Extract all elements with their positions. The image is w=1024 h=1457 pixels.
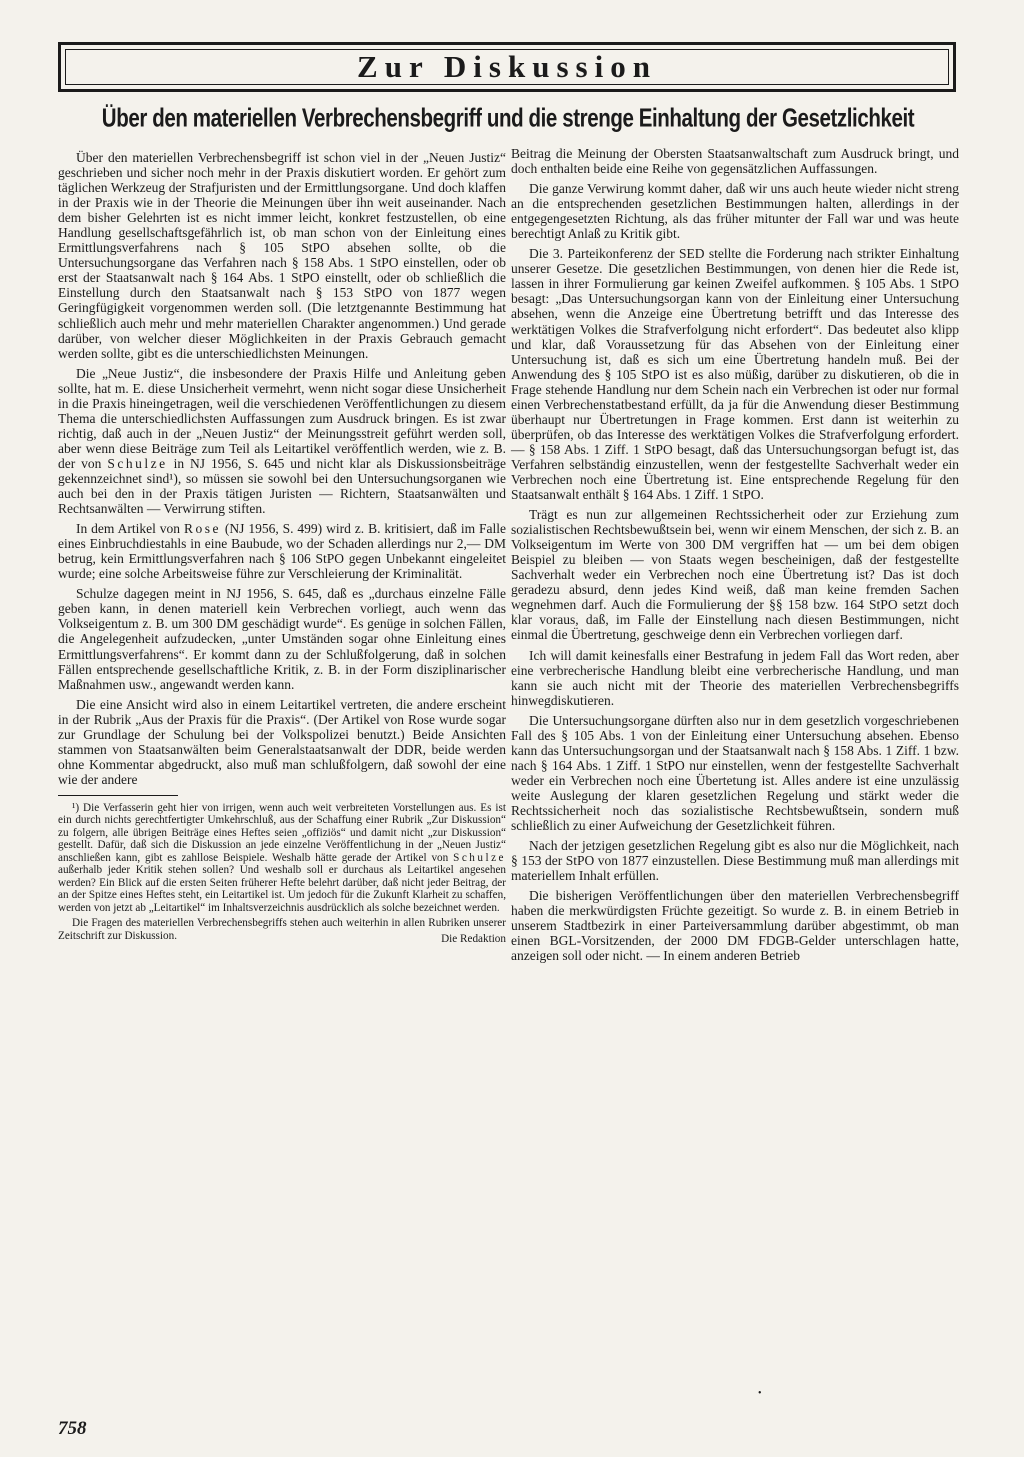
footnote-divider <box>58 795 178 796</box>
footnote-2: Die Fragen des materiellen Verbrechensbegriffs stehen auch weiterhin in allen Rubriken unserer Zeitschrift zur Diskussion. <box>58 917 506 942</box>
author-name-schulze: Schulze <box>107 455 168 471</box>
left-paragraph-4: Schulze dagegen meint in NJ 1956, S. 645, daß es „durchaus einzelne Fälle geben kann, in denen materiell kein Verbrechen vorliegt, auch wenn das Volkseigentum z. B. um 300 DM geschädigt wurde“. Es genüge in solchen Fällen, die Angelegenheit aufzudecken, „unter Umständen sogar ohne Einleitung eines Ermittlungsverfahrens“. Er kommt dann zu der Schlußfolgerung, daß in solchen Fällen entsprechende gesellschaftliche Kritik, z. B. in der Form disziplinarischer Maßnahmen usw., angewandt werden kann. <box>58 586 506 692</box>
author-name-rose: Rose <box>183 521 221 537</box>
editorial-signature: Die Redaktion <box>441 933 506 946</box>
left-paragraph-5: Die eine Ansicht wird also in einem Leitartikel vertreten, die andere erscheint in der Rubrik „Aus der Praxis für die Praxis“. (Der Artikel von Rose wurde sogar zur Grundlage der Schulung bei der Volkspolizei benutzt.) Beide Ansichten stammen von Staatsanwälten beim Generalstaatsanwalt der DDR, beide werden ohne Kommentar abgedruckt, also muß man schlußfolgern, daß sowohl der eine wie der andere <box>58 696 506 787</box>
left-paragraph-3 <box>58 521 506 581</box>
left-paragraph-3-text-b: (NJ 1956, S. 499) wird z. B. kritisiert, daß im Falle eines Einbruchdiestahls in eine Baubude, wo der Schaden allerdings nur 2,— DM betrug, kein Ermittlungsverfahren nach § 106 StPO gegen Unbekannt eingeleitet wurde; eine solche Arbeitsweise führe zur Verschleierung der Kriminalität. <box>58 521 507 582</box>
left-paragraph-2-text-a: Die „Neue Justiz“, die insbesondere der Praxis Hilfe und Anleitung geben sollte, hat m. E. diese Unsicherheit vermehrt, wenn nicht sogar diese Unsicherheit in die Praxis hineingetragen, weil die verschiedenen Veröffentlichungen zu diesem Thema die unterschiedlichsten Auffassungen zum Ausdruck bringen. Es ist zwar richtig, daß auch in der „Neuen Justiz“ der Meinungsstreit geführt werden soll, aber wenn diese Beiträge zum Teil als Leitartikel veröffentlich werden, wie z. B. der von <box>58 365 506 471</box>
right-paragraph-6: Die Untersuchungsorgane dürften also nur in dem gesetzlich vorgeschriebenen Fall des § 105 Abs. 1 von der Einleitung einer Untersuchung absehen. Ebenso kann das Untersuchungsorgan und der Staatsanwalt nach § 158 Abs. 1 Ziff. 1 bzw. nach § 164 Abs. 1 Ziff. 1 StPO nur einstellen, wenn der festgestellte Sachverhalt weder ein Verbrechen noch eine Übertetung ist. Alles andere ist eine unzulässig weite Auslegung der klaren gesetzlichen Regelung und stärkt weder die Rechtssicherheit noch das sozialistische Rechtsbewußtsein, sondern muß schließlich zu einer Aufweichung der Gesetzlichkeit führen. <box>511 712 959 834</box>
right-paragraph-7: Nach der jetzigen gesetzlichen Regelung gibt es also nur die Möglichkeit, nach § 153 der StPO von 1877 einzustellen. Diese Bestimmung muß man allerdings mit materiellem Inhalt erfüllen. <box>511 838 959 884</box>
footnote-block <box>58 802 506 946</box>
right-paragraph-4: Trägt es nun zur allgemeinen Rechtssicherheit oder zur Erziehung zum sozialistischen Rechtsbewußtsein bei, wenn wir einem Menschen, der sich z. B. an Volkseigentum im Werte von 300 DM vergriffen hat — um bei dem obigen Beispiel zu bleiben — von Staats wegen bescheinigen, daß der festgestellte Sachverhalt weder ein Verbrechen noch eine Übertretung ist? Das ist doch geradezu absurd, denn jedes Kind weiß, daß man keine fremden Sachen wegnehmen darf. Auch die Formulierung der §§ 158 bzw. 164 StPO setzt doch klar voraus, daß, im Falle der Einstellung nach diesen Bestimmungen, nicht einmal die Übertretung, geschweige denn ein Verbrechen vorliegen darf. <box>511 507 959 643</box>
footnote-1-text-a: ¹) Die Verfasserin geht hier von irrigen, wenn auch weit verbreiteten Vorstellungen aus. Es ist ein durch nichts gerechtfertigter Umkehrschluß, aus der Schaffung einer Rubrik „Zur Diskussion“ zu folgern, alle übrigen Beiträge eines Heftes seien „offiziös“ und damit nicht „zur Diskussion“ gestellt. Dafür, daß sich die Diskussion an jede einzelne Veröffentlichung in der „Neuen Justiz“ anschließen kann, gibt es zahllose Beispiele. Weshalb hätte gerade der Artikel von <box>58 801 506 864</box>
left-paragraph-2-text-b: in NJ 1956, S. 645 und nicht klar als Diskussionsbeiträge gekennzeichnet sind¹), so müssen sie sowohl bei den Untersuchungsorganen wie auch bei den in der Praxis tätigen Juristen — Richtern, Staatsanwälten und Rechtsanwälten — Verwirrung stiften. <box>58 455 507 517</box>
right-paragraph-8: Die bisherigen Veröffentlichungen über den materiellen Verbrechensbegriff haben die merkwürdigsten Früchte gezeitigt. So wurde z. B. in einem Betrieb in unserem Stadtbezirk in einer Parteiversammlung darüber abgestimmt, ob man einen BGL-Vorsitzenden, der 2000 DM FDGB-Gelder unterschlagen hatte, anzeigen soll oder nicht. — In einem anderen Betrieb <box>511 888 959 964</box>
left-paragraph-3-text-a: In dem Artikel von <box>76 521 181 537</box>
right-column <box>511 146 959 968</box>
page-number: 758 <box>58 1418 87 1439</box>
section-banner-inner <box>65 49 949 85</box>
left-paragraph-2 <box>58 366 506 516</box>
print-speck: • <box>758 1388 762 1399</box>
footnote-1 <box>58 802 506 915</box>
section-banner <box>58 42 956 92</box>
right-paragraph-1: Beitrag die Meinung der Obersten Staatsanwaltschaft zum Ausdruck bringt, und doch enthalten beide eine Reihe von gegensätzlichen Auffassungen. <box>511 146 959 177</box>
footnote-1-text-b: außerhalb jeder Kritik stehen sollen? Und weshalb soll er durchaus als Leitartikel angesehen werden? Ein Blick auf die ersten Seiten früherer Hefte belehrt darüber, daß nicht jeder Beitrag, der an der Spitze eines Heftes steht, ein Leitartikel ist. Um jedoch für die Zukunft Klarheit zu schaffen, werden von jetzt ab „Leitartikel“ im Inhaltsverzeichnis ausdrücklich als solche bezeichnet werden. <box>58 864 506 914</box>
right-paragraph-2: Die ganze Verwirung kommt daher, daß wir uns auch heute wieder nicht streng an die entsprechenden gesetzlichen Bestimmungen halten, allerdings in der entgegengesetzten Richtung, als das früher mitunter der Fall war und was heute berechtigt Anlaß zu Kritik gibt. <box>511 181 959 242</box>
right-paragraph-5: Ich will damit keinesfalls einer Bestrafung in jedem Fall das Wort reden, aber eine verbrecherische Handlung bleibt eine verbrecherische Handlung, und man kann sie auch nicht mit der Theorie des materiellen Verbrechensbegriffs hinwegdiskutieren. <box>511 647 959 708</box>
footnote-name-schulze: Schulze <box>453 851 507 864</box>
article-headline: Über den materiellen Verbrechensbegriff und die strenge Einhaltung der Gesetzlichkeit <box>101 104 915 133</box>
left-paragraph-1: Über den materiellen Verbrechensbegriff ist schon viel in der „Neuen Justiz“ geschrieben und sicher noch mehr in der Praxis diskutiert worden. Er gehört zum täglichen Werkzeug der Strafjuristen und der Ermittlungsorgane. Und doch klaffen in der Praxis wie in der Theorie die Meinungen über ihn weit auseinander. Nach dem bisher Gelehrten ist es nicht immer leicht, konkret festzustellen, ob eine Handlung gesellschaftsgefährlich ist, ob man schon von der Einleitung eines Ermittlungsverfahrens nach § 105 StPO absehen sollte, ob die Untersuchungsorgane das Verfahren nach § 158 Abs. 1 StPO einstellen, oder ob erst der Staatsanwalt nach § 164 Abs. 1 StPO einstellt, oder ob schließlich die Einstellung durch den Staatsanwalt nach § 153 StPO von 1877 wegen Geringfügigkeit vorgenommen werden soll. (Die letztgenannte Bestimmung hat schließlich auch mehr und mehr materiellen Charakter angenommen.) Und gerade darüber, von welcher dieser Möglichkeiten in der Praxis Gebrauch gemacht werden sollte, gibt es die unterschiedlichsten Meinungen. <box>58 150 506 361</box>
section-title: Zur Diskussion <box>357 49 657 84</box>
left-column <box>58 150 506 946</box>
right-paragraph-3: Die 3. Parteikonferenz der SED stellte die Forderung nach strikter Einhaltung unserer Gesetze. Die gesetzlichen Bestimmungen, von denen hier die Rede ist, lassen in ihrer Formulierung gar keinen Zweifel aufkommen. § 105 Abs. 1 StPO besagt: „Das Untersuchungsorgan kann von der Einleitung einer Untersuchung absehen, wenn die Anzeige eine Übertretung betrifft und das Interesse des werktätigen Volkes die Strafverfolgung nicht erfordert“. Das bedeutet also klipp und klar, daß Voraussetzung für das Absehen von der Einleitung einer Untersuchung ist, daß es sich um eine Übertretung handeln muß. Bei der Anwendung des § 105 StPO ist es also müßig, darüber zu diskutieren, ob die in Frage stehende Handlung nur dem Schein nach ein Verbrechen ist oder nur formal einen Verbrechenstatbestand erfüllt, da ja für die Anwendung dieser Bestimmung überhaupt nur Übertretungen in Frage kommen. Erst dann ist weiterhin zu überprüfen, ob das Interesse des werktätigen Volkes die Strafverfolgung erfordert. — § 158 Abs. 1 Ziff. 1 StPO besagt, daß das Untersuchungsorgan befugt ist, das Verfahren selbständig einzustellen, wenn der festgestellte Sachverhalt weder ein Verbrechen noch eine Übertretung ist. Eine entsprechende Regelung für den Staatsanwalt enthält § 164 Abs. 1 Ziff. 1 StPO. <box>511 246 959 503</box>
